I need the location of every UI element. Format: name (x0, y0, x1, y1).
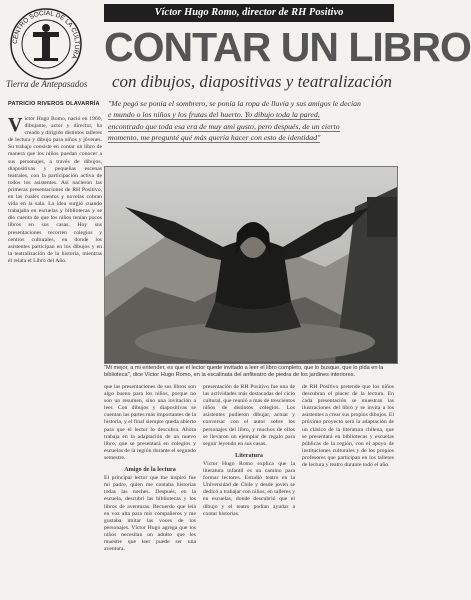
institution-logo-icon (8, 6, 84, 82)
article-column-1 (8, 116, 102, 476)
paragraph: presentación de RH Positivo fue una de las actividades más destacadas del ciclo cultural, que reunió a más de trescientos niños de distintos colegios. Los asistentes pudieron dibujar, actuar y conversar con el autor sobre los personajes del libro, y muchos de ellos se llevaron un ejemplar de regalo para seguir leyendo en sus casas. (203, 384, 295, 447)
subheadline: con dibujos, diapositivas y teatralización (112, 72, 393, 91)
article-column-4 (302, 384, 394, 594)
quote-line: e mundo o los niños y los frutas del huerto. Yo dibujo toda la pared, (108, 110, 320, 120)
quote-line: "Me pegó se ponía el sombrero, se ponía la ropa de lluvia y sus amigos le decían (108, 99, 361, 108)
logo-caption: Tierra de Antepasados (6, 79, 88, 89)
headline: CONTAR UN LIBRO (104, 24, 471, 70)
paragraph: íctor Hugo Romo, nació en 1960, dibujante, actor y director, ha creado y dirigido distintos talleres de lectura y dibujo para niños y jóvenes. Su trabajo consiste en contar un libro de manera que los niños puedan conocer a sus personajes, a través de dibujos, diapositivas y pequeñas escenas teatrales, con la participación activa de todos los asistentes. Así nacieron las primeras presentaciones de RH Positivo, en las cuales cuentos y novelas cobran vida en la sala. La idea surgió cuando trabajaba en escuelas y bibliotecas y se dio cuenta de que los niños tenían pocos libros en sus casas. Hoy sus presentaciones recorren colegios y centros culturales, en donde los asistentes participan en los dibujos y en la teatralización de la historia, mientras él relata el Libro del Año. (8, 116, 102, 264)
photo (104, 166, 398, 364)
quote-line: encontrado que toda esa era de muy ami gusto, pero después, de un cierto (108, 121, 340, 131)
drop-cap: V (8, 114, 23, 136)
section-heading: Literatura (235, 451, 263, 459)
paragraph: que las presentaciones de sus libros son algo bueno para los niños, porque no son un resumen, sino una invitación a leer. Con dibujos y diapositivas se cuentan las partes más importantes de la historia, y el final siempre queda abierto para que el lector lo descubra. Ahora trabaja en la adaptación de un nuevo libro, que se presentará en colegios y escuelas de la región durante el segundo semestre. (104, 384, 196, 461)
section-heading: Amigo de la lectura (124, 466, 176, 474)
quote-line: momento, me pregunté qué más quería hacer con esto de identidad" (108, 132, 321, 142)
paragraph: El principal lector que me inspiró fue mi padre, quien me contaba historias todas las noches. Después, en la escuela, descubrí las bibliotecas y los libros de aventuras. Recuerdo que leía en voz alta para mis compañeros y me gustaba imitar las voces de los personajes. Víctor Hugo agrega que los niños necesitan un adulto que les muestre que leer puede ser una aventura. (104, 475, 196, 553)
article-column-3 (203, 384, 295, 594)
article-column-2 (104, 384, 196, 594)
pull-quote (108, 98, 398, 143)
photo-caption: "Mi mejor, a mi entender, es que el lector quede invitado a leer el libro completo, que lo busque, que lo pida en la biblioteca", dice Víctor Hugo Romo, en la escalinata del anfiteatro de piedra de los jardines interiores. (104, 365, 384, 378)
paragraph: de RH Positivo pretende que los niños descubran el placer de la lectura. En cada presentación se muestran las ilustraciones del libro y se invita a los asistentes a crear sus propios dibujos. El próximo proyecto será la adaptación de un clásico de la literatura chilena, que se presentará en bibliotecas y escuelas públicas de la región, con el apoyo de instituciones culturales y de los propios profesores que participan en los talleres de lectura y teatro durante todo el año. (302, 384, 394, 469)
paragraph: Víctor Hugo Romo explica que la literatura infantil es un camino para formar lectores. Estudió teatro en la Universidad de Chile y desde joven se dedicó a trabajar con niños, en talleres y en escuelas, donde descubrió que el dibujo y el teatro podían ayudar a contar historias. (203, 460, 295, 517)
byline: PATRICIO RIVEROS OLAVARRÍA (8, 101, 100, 107)
logo-ring-text: CENTRO SOCIAL DE LA CULTURA (11, 9, 81, 60)
top-bar-title: Víctor Hugo Romo, director de RH Positivo (104, 4, 394, 22)
